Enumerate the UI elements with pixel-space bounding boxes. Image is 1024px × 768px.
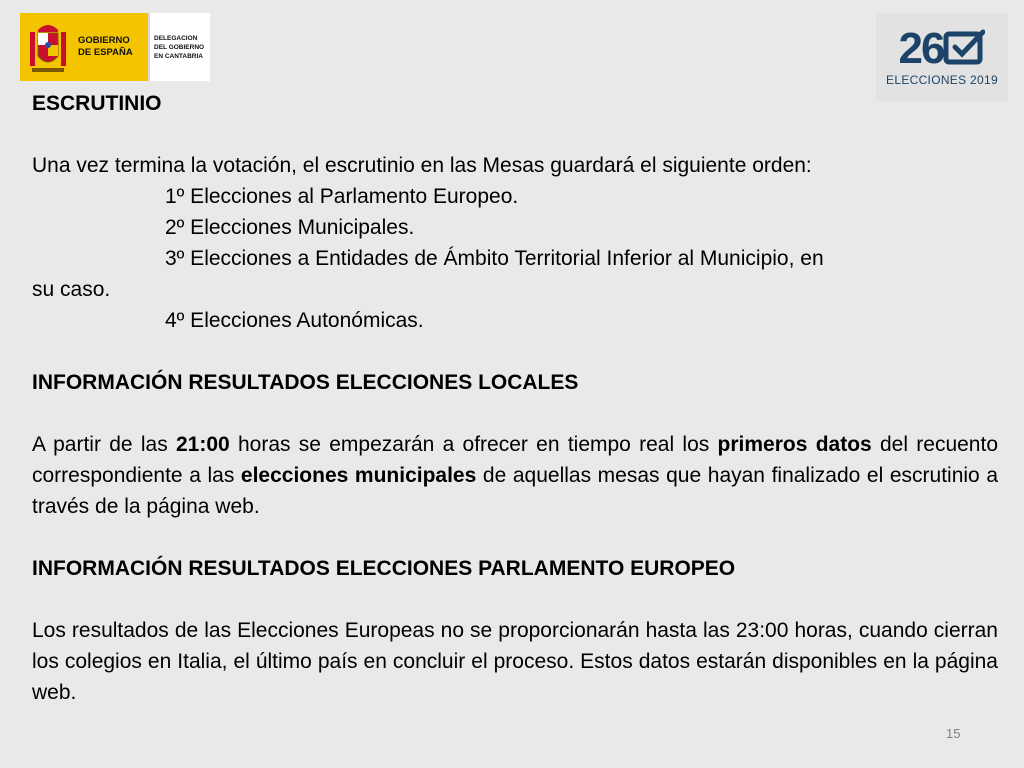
locales-heading: INFORMACIÓN RESULTADOS ELECCIONES LOCALES bbox=[32, 371, 579, 394]
order-item-3-continuation: su caso. bbox=[32, 278, 111, 301]
locales-paragraph: A partir de las 21:00 horas se empezarán a ofrecer en tiempo real los primeros datos del recuento correspondiente a las elecciones municipales de aquellas mesas que hayan finalizado el escrutinio a través de la página web. bbox=[32, 433, 999, 518]
europeo-heading: INFORMACIÓN RESULTADOS ELECCIONES PARLAMENTO EUROPEO bbox=[32, 557, 736, 580]
delegation-name bbox=[148, 13, 210, 81]
escrutinio-intro: Una vez termina la votación, el escrutinio en las Mesas guardará el siguiente orden: bbox=[32, 154, 812, 177]
ballot-check-icon bbox=[943, 29, 985, 70]
government-logo bbox=[20, 13, 210, 81]
election-date-number: 26 bbox=[898, 24, 944, 73]
page-number: 15 bbox=[946, 726, 961, 741]
europeo-paragraph: Los resultados de las Elecciones Europeas no se proporcionarán hasta las 23:00 horas, cuando cierran los colegios en Italia, el último país en concluir el proceso. Estos datos estarán disponibles en la página web. bbox=[32, 619, 998, 704]
delegation-line-2: DEL GOBIERNO bbox=[154, 43, 205, 51]
election-caption: ELECCIONES 2019 bbox=[886, 73, 998, 87]
escrutinio-heading: ESCRUTINIO bbox=[32, 92, 162, 115]
delegation-line-1: DELEGACION bbox=[154, 34, 198, 42]
delegation-line-3: EN CANTABRIA bbox=[154, 52, 203, 60]
slide-body bbox=[32, 88, 998, 708]
order-item-1: 1º Elecciones al Parlamento Europeo. bbox=[165, 185, 519, 208]
government-name bbox=[76, 13, 148, 81]
order-item-3: 3º Elecciones a Entidades de Ámbito Territorial Inferior al Municipio, en bbox=[165, 247, 824, 270]
order-item-2: 2º Elecciones Municipales. bbox=[165, 216, 415, 239]
gov-line-2: DE ESPAÑA bbox=[78, 47, 133, 58]
coat-of-arms-icon bbox=[20, 13, 76, 81]
order-item-4: 4º Elecciones Autonómicas. bbox=[165, 309, 424, 332]
gov-line-1: GOBIERNO bbox=[78, 35, 130, 46]
